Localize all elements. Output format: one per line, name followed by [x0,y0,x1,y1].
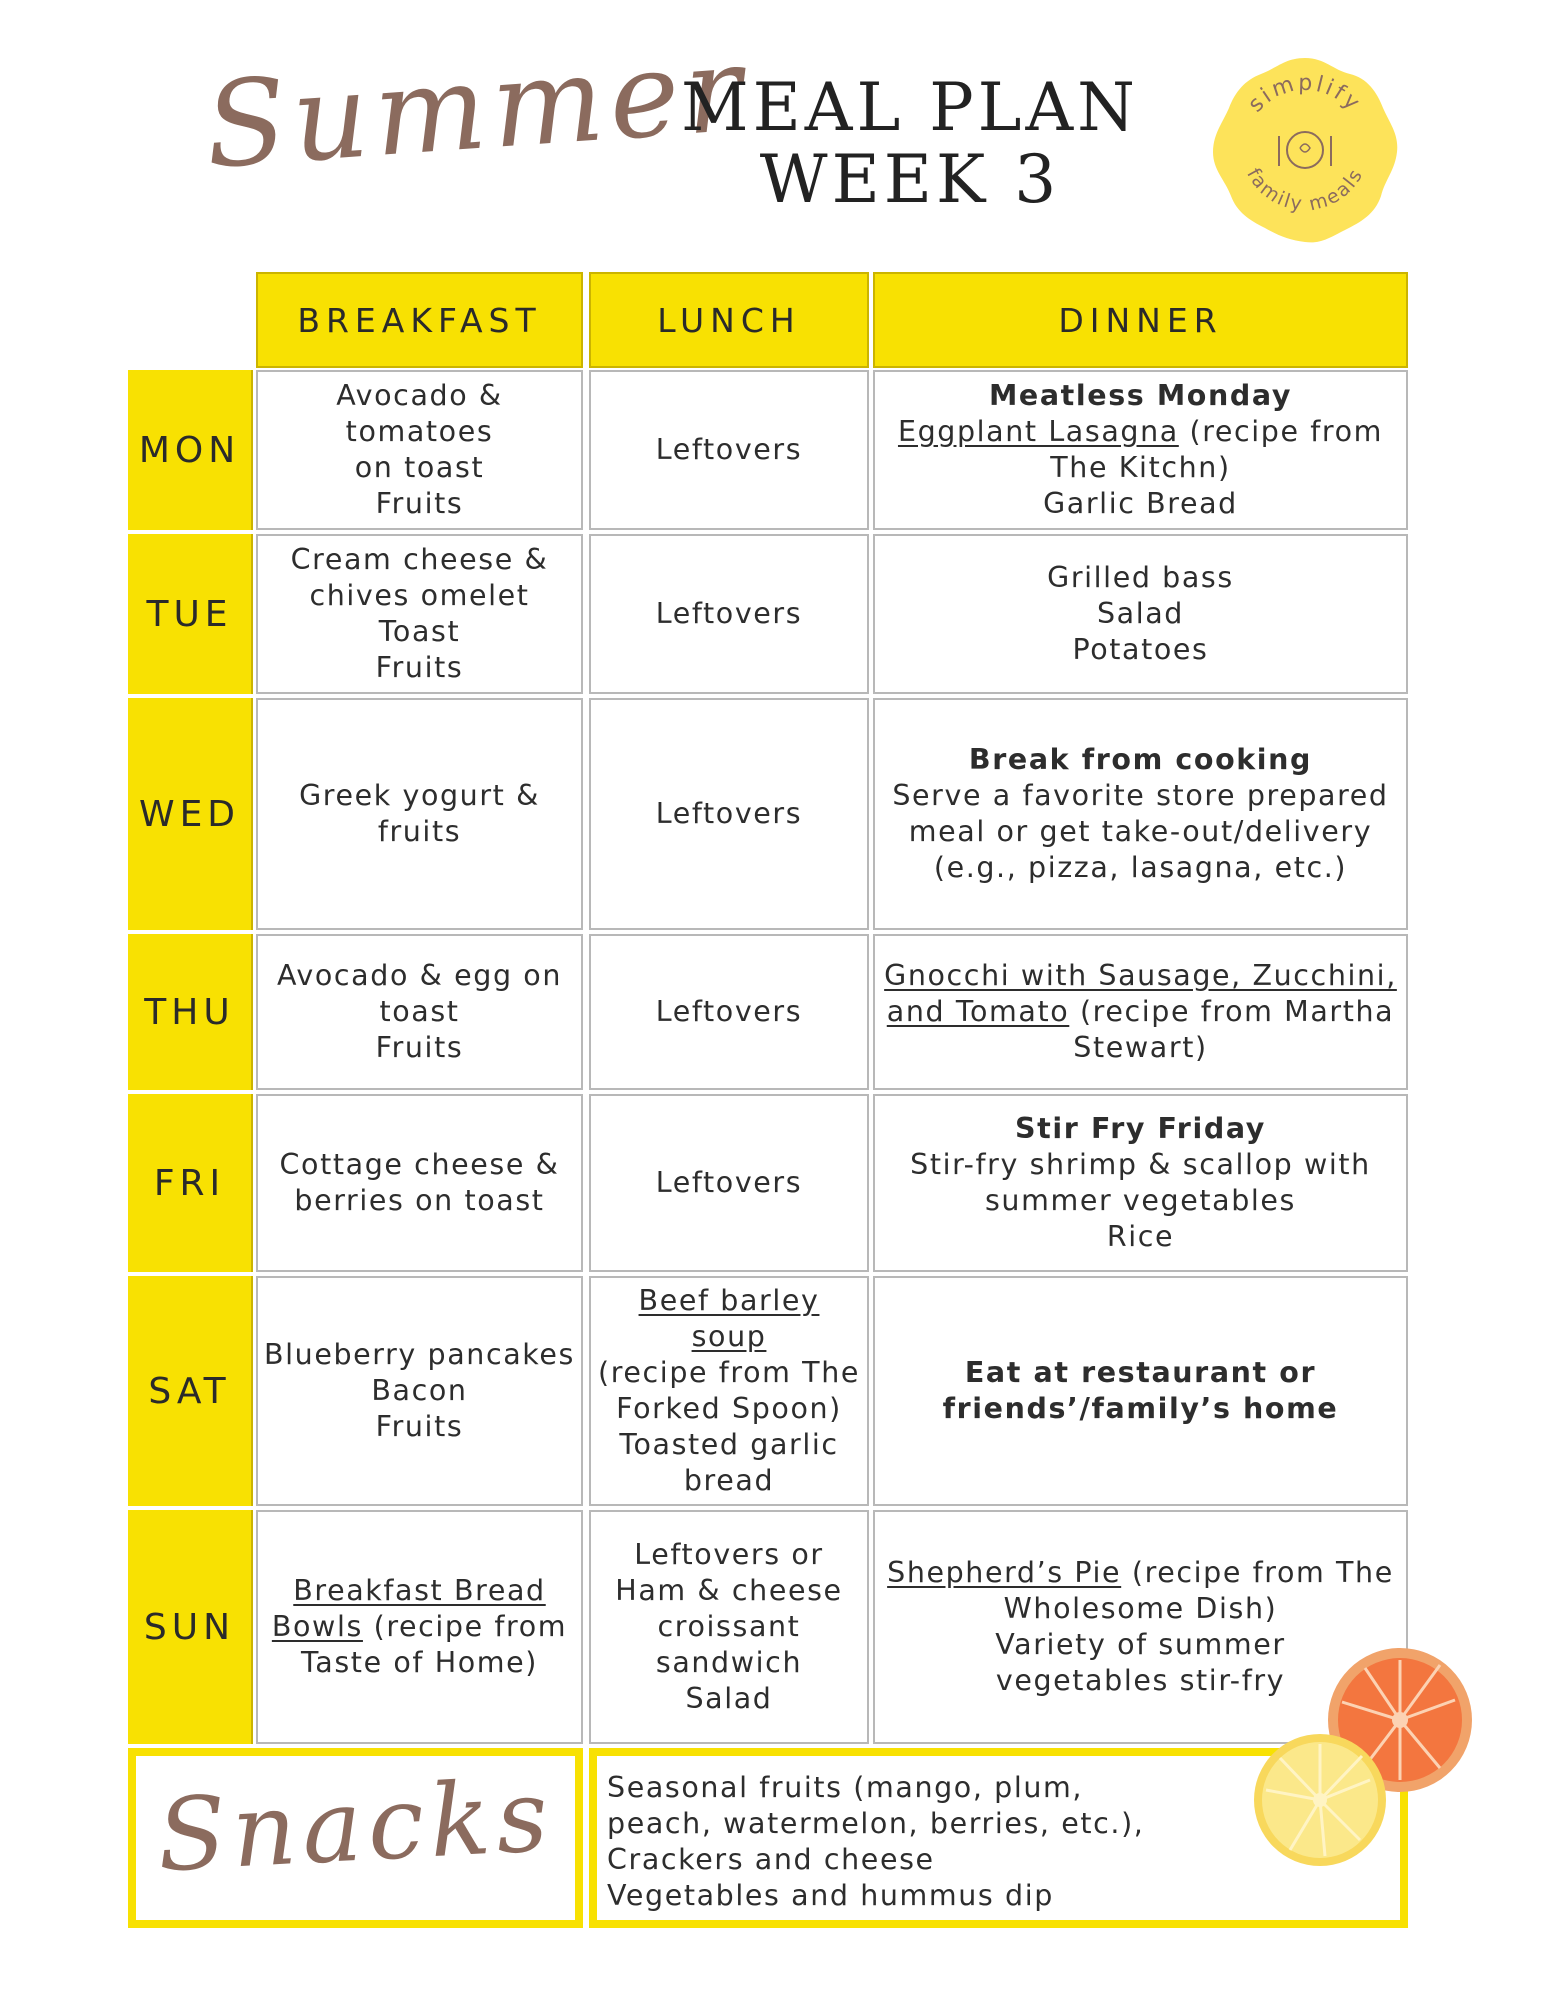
meal-line: The Kitchn) [1050,451,1231,484]
meal-line: chives omelet [309,579,530,612]
breakfast-cell-tue [256,534,583,694]
meal-line: Grilled bass [1047,561,1234,594]
meal-line: (recipe from The [597,1356,860,1389]
day-label-mon [128,370,253,530]
page-script-title: Summer [200,19,753,195]
meal-line: Greek yogurt & [299,779,540,812]
meal-line: Toasted garlic [619,1428,839,1461]
meal-line: Fruits [375,1410,464,1443]
meal-line: on toast [354,451,485,484]
dinner-theme: friends’/family’s home [942,1392,1339,1425]
meal-text: (recipe from [362,1610,568,1643]
day-name: SUN [143,1606,236,1648]
meal-line: meal or get take-out/delivery [908,815,1373,848]
lunch-cell-sun [589,1510,869,1744]
recipe-link[interactable]: and Tomato [886,995,1070,1028]
day-name: FRI [153,1162,226,1204]
meal-line: Blueberry pancakes [264,1338,575,1371]
recipe-link[interactable]: Beef barley soup [638,1284,820,1353]
dinner-theme: Eat at restaurant or [964,1356,1317,1389]
meal-line [898,414,1383,450]
snack-item: Crackers and cheese [607,1843,935,1876]
day-name: WED [138,793,241,835]
meal-line: (e.g., pizza, lasagna, etc.) [933,851,1348,884]
dinner-theme: Break from cooking [968,743,1313,776]
lunch-cell-sat [589,1276,869,1506]
breakfast-cell-thu [256,934,583,1090]
column-header-dinner [873,272,1408,368]
lunch-cell-tue [589,534,869,694]
breakfast-cell-sat [256,1276,583,1506]
column-header-label: LUNCH [657,300,801,340]
lunch-cell-thu [589,934,869,1090]
meal-text: (recipe from The [1121,1556,1394,1589]
meal-line: toast [379,995,460,1028]
snacks-label-box [128,1748,583,1928]
meal-line: fruits [377,815,462,848]
recipe-link[interactable]: Bowls [271,1610,363,1643]
meal-text: (recipe from Martha [1069,995,1395,1028]
column-header-label: BREAKFAST [297,300,542,340]
meal-line: Fruits [375,487,464,520]
meal-line: Potatoes [1072,633,1209,666]
meal-line: Avocado & egg on [276,959,562,992]
meal-line: Stir-fry shrimp & scallop with [910,1148,1371,1181]
logo-text-top: simplify [1243,70,1367,118]
meal-line: Toast [378,615,461,648]
meal-line: sandwich [655,1646,803,1679]
meal-line: bread [683,1464,775,1497]
meal-line: Leftovers [655,597,803,630]
meal-line [884,994,1397,1030]
meal-line [887,1555,1394,1591]
meal-line: Leftovers [655,433,803,466]
meal-line: Cottage cheese & [279,1148,560,1181]
meal-line: Fruits [375,1031,464,1064]
meal-line: Serve a favorite store prepared [892,779,1389,812]
column-header-lunch [589,272,869,368]
dinner-theme: Stir Fry Friday [1015,1112,1266,1145]
meal-line: vegetables stir-fry [995,1664,1286,1697]
meal-line: Salad [1096,597,1184,630]
day-label-sat [128,1276,253,1506]
meal-text: (recipe from [1178,415,1384,448]
meal-line: Leftovers [655,995,803,1028]
meal-line: Forked Spoon) [616,1392,842,1425]
dinner-cell-tue [873,534,1408,694]
lunch-cell-wed [589,698,869,930]
page-title [660,69,1160,218]
meal-line: Leftovers or [634,1538,824,1571]
snacks-list [607,1770,1144,1914]
meal-line: Garlic Bread [1043,487,1238,520]
meal-line [272,1609,567,1645]
meal-line: Fruits [375,651,464,684]
day-name: TUE [146,593,233,635]
meal-line: Avocado & tomatoes [336,379,503,448]
citrus-slices-illustration [1250,1640,1480,1870]
recipe-link[interactable]: Eggplant Lasagna [897,415,1179,448]
day-label-thu [128,934,253,1090]
dinner-theme: Meatless Monday [988,379,1293,412]
title-line-2: WEEK 3 [759,141,1061,218]
snack-item: Vegetables and hummus dip [607,1879,1054,1912]
day-label-tue [128,534,253,694]
meal-line: Taste of Home) [301,1646,538,1679]
citrus-slices-icon [1250,1640,1480,1870]
snack-item: Seasonal fruits (mango, plum, [607,1771,1084,1804]
recipe-link[interactable]: Breakfast Bread [293,1574,546,1607]
meal-line: croissant [657,1610,801,1643]
meal-line: Rice [1106,1220,1175,1253]
meal-line: Variety of summer [995,1628,1286,1661]
title-line-1: MEAL PLAN [681,69,1139,146]
column-header-breakfast [256,272,583,368]
dinner-cell-fri [873,1094,1408,1272]
dinner-cell-thu [873,934,1408,1090]
meal-line: Stewart) [1073,1031,1208,1064]
day-name: SAT [148,1370,231,1412]
snacks-label: Snacks [154,1756,557,1895]
breakfast-cell-fri [256,1094,583,1272]
brand-logo [1205,50,1405,250]
meal-line: berries on toast [294,1184,545,1217]
column-header-label: DINNER [1058,300,1223,340]
recipe-link[interactable]: Gnocchi with Sausage, Zucchini, [884,959,1397,992]
meal-line: summer vegetables [984,1184,1296,1217]
recipe-link[interactable]: Shepherd’s Pie [887,1556,1122,1589]
breakfast-cell-wed [256,698,583,930]
logo-text-bottom: family meals [1242,164,1368,216]
breakfast-cell-sun [256,1510,583,1744]
lunch-cell-fri [589,1094,869,1272]
day-label-sun [128,1510,253,1744]
meal-line: Bacon [371,1374,468,1407]
breakfast-cell-mon [256,370,583,530]
day-name: MON [138,429,241,471]
meal-line: Cream cheese & [290,543,549,576]
dinner-cell-wed [873,698,1408,930]
day-label-wed [128,698,253,930]
meal-line: Leftovers [655,797,803,830]
dinner-cell-mon [873,370,1408,530]
meal-line: Ham & cheese [615,1574,843,1607]
lunch-cell-mon [589,370,869,530]
day-name: THU [144,991,235,1033]
meal-line: Leftovers [655,1166,803,1199]
meal-line: Wholesome Dish) [1003,1592,1278,1625]
dinner-cell-sat [873,1276,1408,1506]
logo-badge-icon [1205,50,1405,250]
meal-line: Salad [685,1682,773,1715]
snack-item: peach, watermelon, berries, etc.), [607,1807,1145,1840]
day-label-fri [128,1094,253,1272]
